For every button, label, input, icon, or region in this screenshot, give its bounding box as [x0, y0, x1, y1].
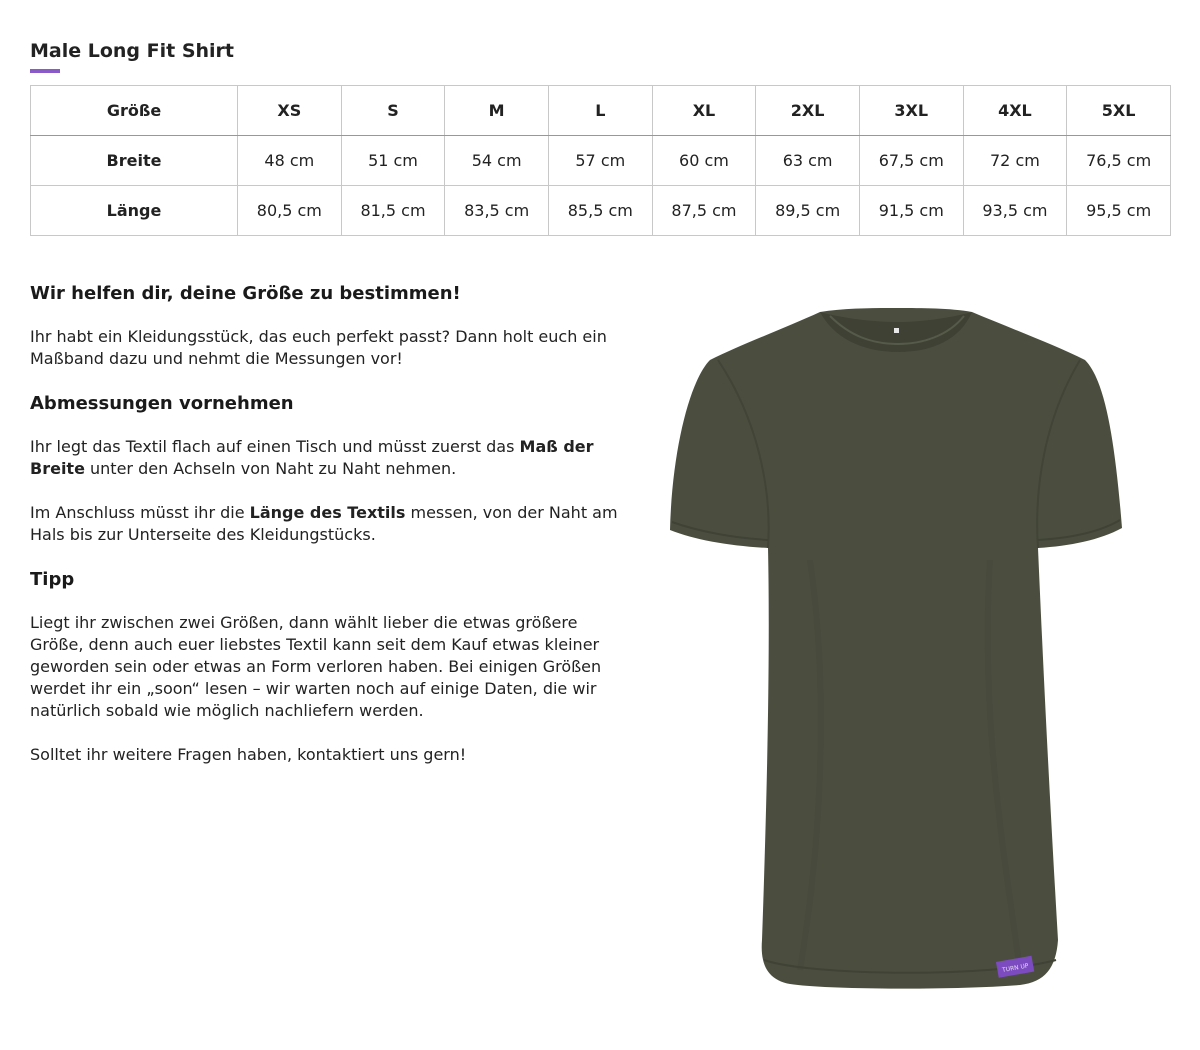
width-emphasis: Maß der Breite [30, 437, 594, 478]
size-help-section [30, 282, 630, 766]
shirt-body [670, 308, 1122, 989]
row-label-breite: Breite [31, 136, 238, 186]
size-header-2xl: 2XL [756, 86, 860, 136]
table-cell: 80,5 cm [238, 186, 342, 236]
tip-text: Liegt ihr zwischen zwei Größen, dann wählt lieber die etwas größere Größe, denn auch euer liebstes Textil kann seit dem Kauf etwas kleiner geworden sein oder etwas an Form verloren haben. Bei einigen Größen werdet ihr ein „soon“ lesen – wir warten noch auf einige Daten, die wir natürlich sobald wie möglich nachliefern werden. [30, 613, 602, 720]
size-header-row [31, 86, 1171, 136]
table-cell: 67,5 cm [859, 136, 963, 186]
neck-label [894, 328, 899, 333]
row-label-laenge: Länge [31, 186, 238, 236]
table-cell: 89,5 cm [756, 186, 860, 236]
table-cell: 81,5 cm [341, 186, 445, 236]
table-cell: 60 cm [652, 136, 756, 186]
table-cell: 83,5 cm [445, 186, 549, 236]
size-header-xl: XL [652, 86, 756, 136]
table-cell: 51 cm [341, 136, 445, 186]
table-cell: 85,5 cm [548, 186, 652, 236]
t-shirt-image [660, 300, 1135, 1000]
measure-length-text: Im Anschluss müsst ihr die Länge des Textils messen, von der Naht am Hals bis zur Unterseite des Kleidungstücks. [30, 503, 618, 544]
table-cell: 57 cm [548, 136, 652, 186]
length-emphasis: Länge des Textils [249, 503, 406, 522]
table-cell: 93,5 cm [963, 186, 1067, 236]
help-intro-text: Ihr habt ein Kleidungsstück, das euch perfekt passt? Dann holt euch ein Maßband dazu und nehmt die Messungen vor! [30, 327, 607, 368]
size-header-5xl: 5XL [1067, 86, 1171, 136]
table-cell: 72 cm [963, 136, 1067, 186]
table-cell: 95,5 cm [1067, 186, 1171, 236]
contact-text: Solltet ihr weitere Fragen haben, kontaktiert uns gern! [30, 745, 467, 764]
table-cell: 63 cm [756, 136, 860, 186]
help-heading: Wir helfen dir, deine Größe zu bestimmen! [30, 283, 461, 304]
size-header-4xl: 4XL [963, 86, 1067, 136]
table-row-laenge [31, 186, 1171, 236]
size-header-l: L [548, 86, 652, 136]
size-header-m: M [445, 86, 549, 136]
size-table [30, 85, 1171, 236]
size-corner-cell: Größe [31, 86, 238, 136]
size-header-s: S [341, 86, 445, 136]
table-cell: 48 cm [238, 136, 342, 186]
brand-tag-text: TURN UP [1001, 962, 1030, 974]
table-row-breite [31, 136, 1171, 186]
page-title: Male Long Fit Shirt [30, 40, 235, 62]
tip-heading: Tipp [30, 569, 75, 590]
measure-heading: Abmessungen vornehmen [30, 393, 294, 414]
size-header-3xl: 3XL [859, 86, 963, 136]
table-cell: 87,5 cm [652, 186, 756, 236]
table-cell: 91,5 cm [859, 186, 963, 236]
size-header-xs: XS [238, 86, 342, 136]
title-underline [30, 69, 60, 73]
measure-width-text: Ihr legt das Textil flach auf einen Tisch und müsst zuerst das Maß der Breite unter den Achseln von Naht zu Naht nehmen. [30, 437, 594, 478]
table-cell: 54 cm [445, 136, 549, 186]
table-cell: 76,5 cm [1067, 136, 1171, 186]
